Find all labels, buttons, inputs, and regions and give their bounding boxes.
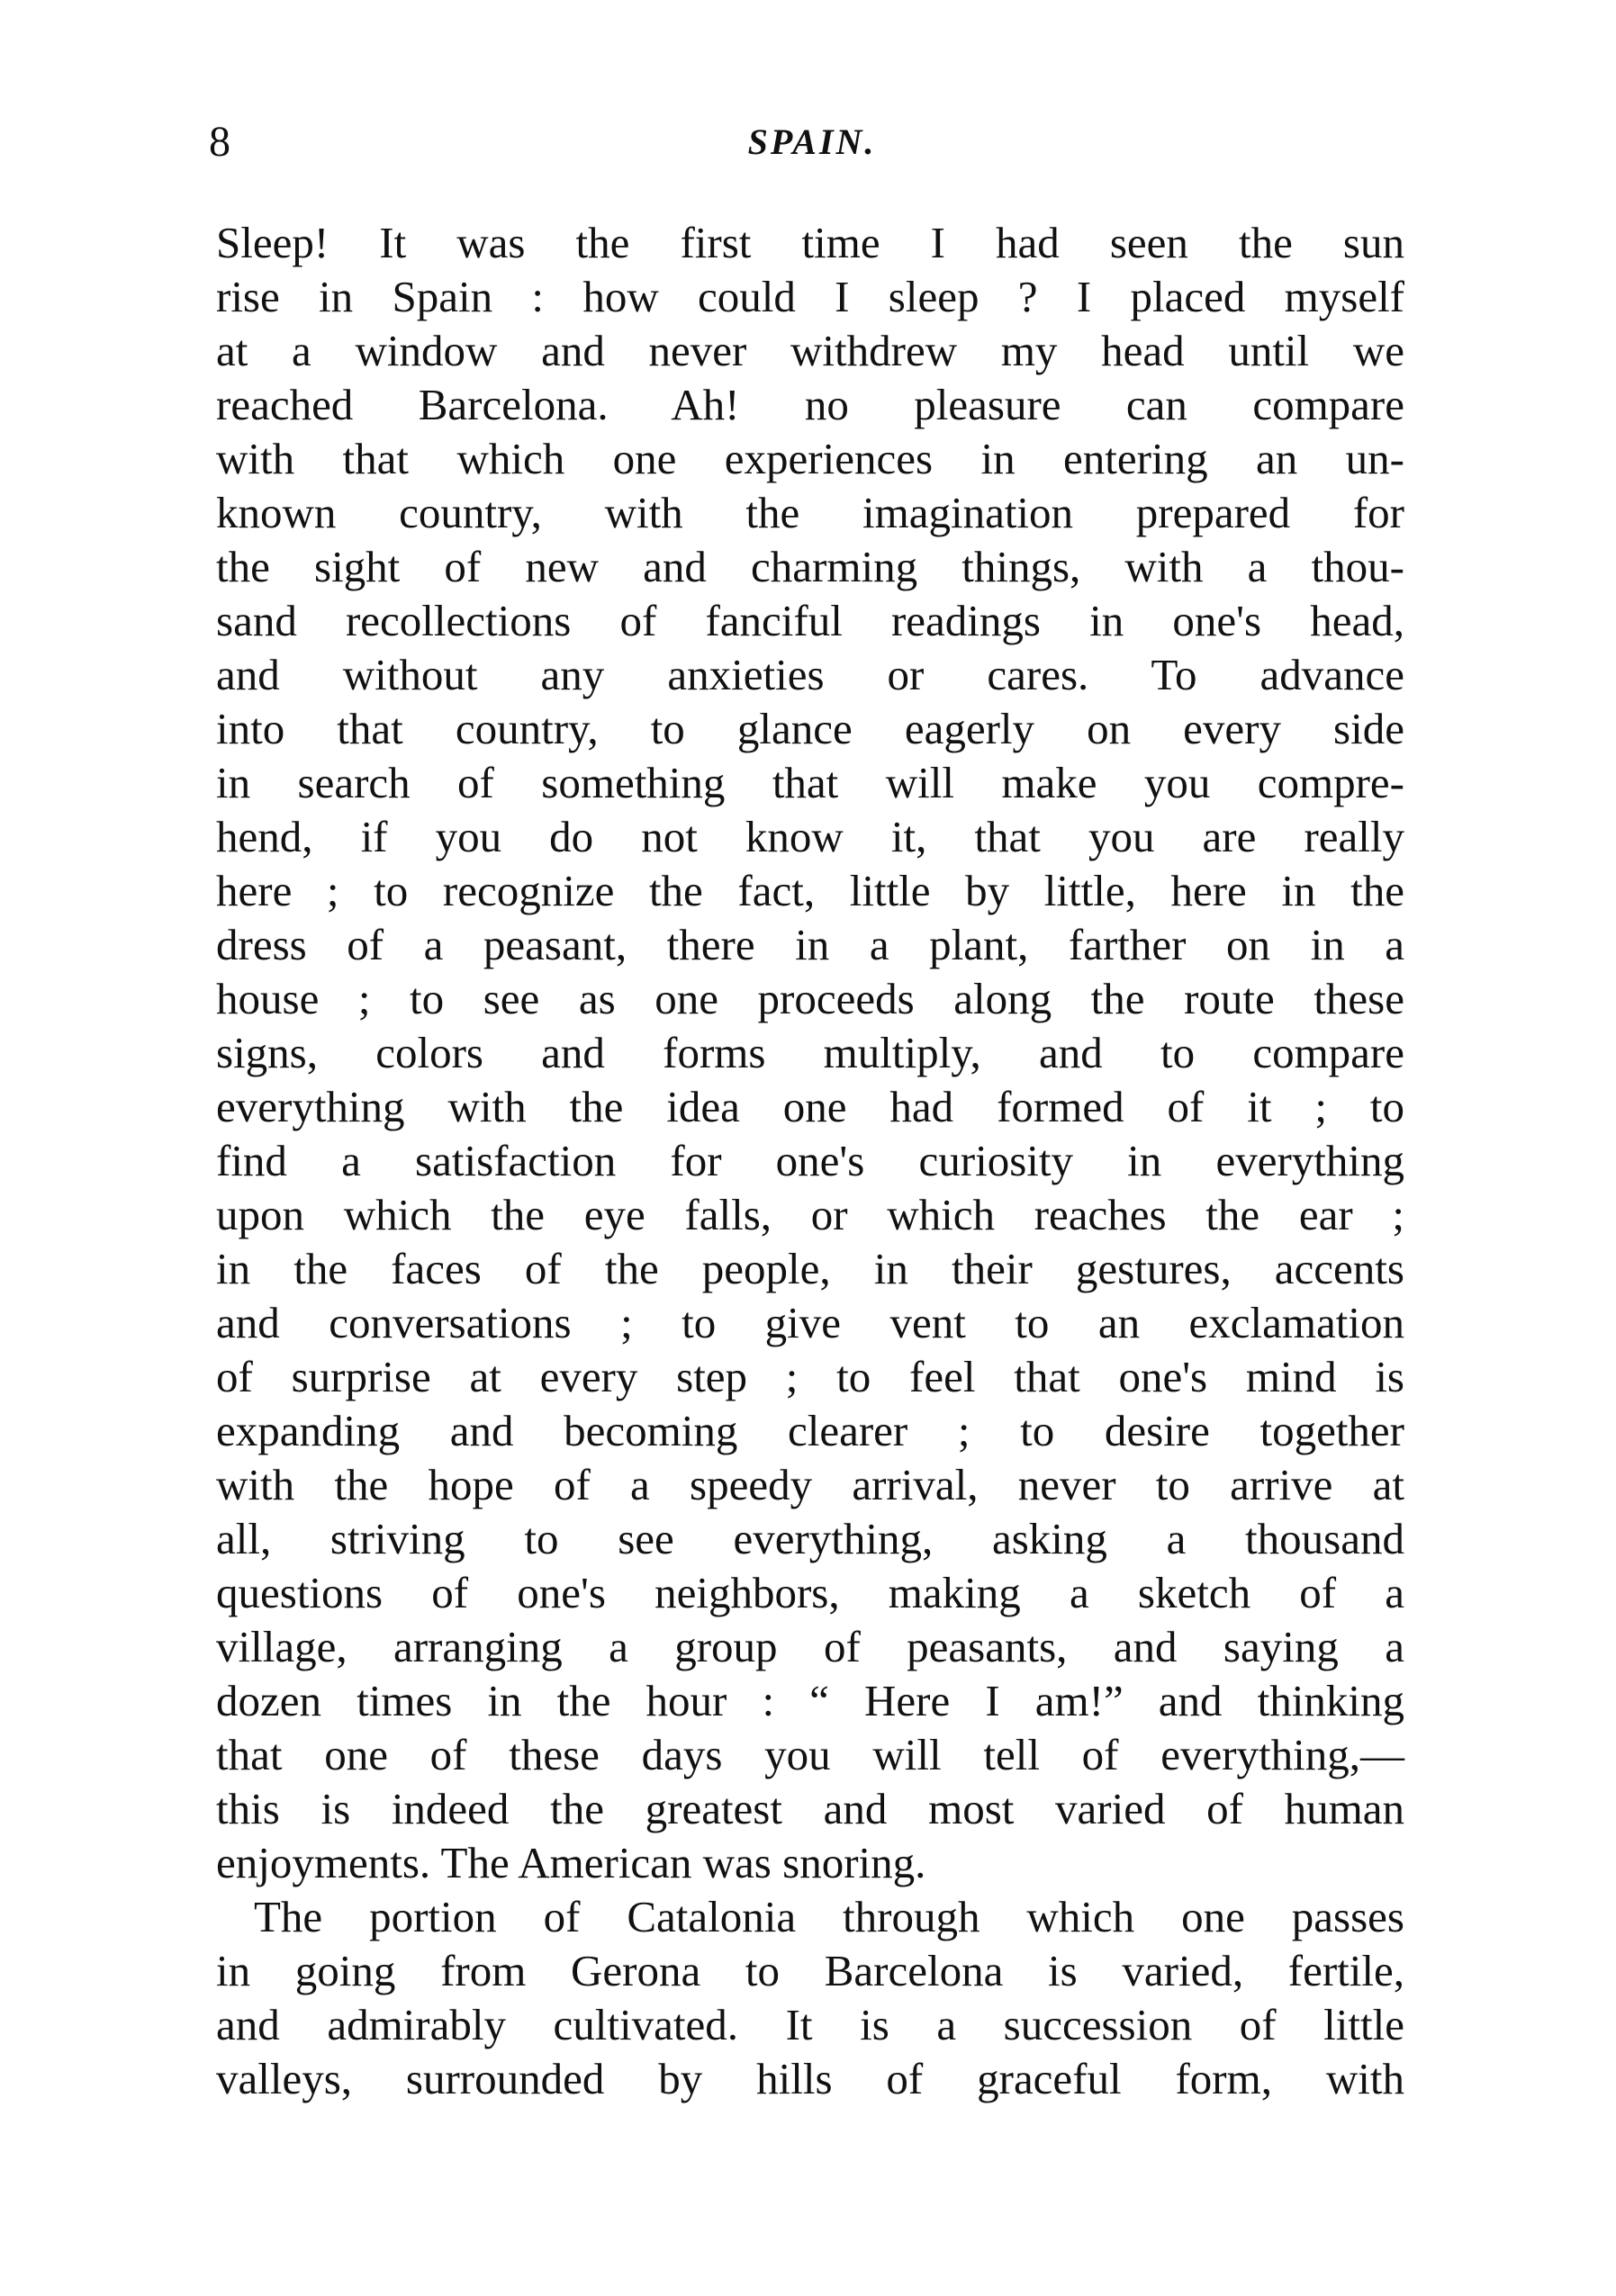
page-number: 8 — [209, 118, 230, 166]
running-title: SPAIN. — [747, 122, 877, 162]
text-line: village, arranging a group of peasants, and saying a — [216, 1622, 1404, 1671]
text-line: and without any anxieties or cares. To advance — [216, 650, 1404, 699]
text-line: hend, if you do not know it, that you are really — [216, 812, 1404, 861]
text-line: that one of these days you will tell of everything,— — [216, 1730, 1404, 1779]
text-line: Sleep! It was the first time I had seen the sun — [216, 218, 1404, 267]
text-line: enjoyments. The American was snoring. — [216, 1838, 926, 1887]
text-line: find a satisfaction for one's curiosity in everything — [216, 1136, 1404, 1185]
text-line: in the faces of the people, in their gestures, accents — [216, 1244, 1404, 1293]
page-header — [209, 115, 1415, 169]
text-line: with the hope of a speedy arrival, never to arrive at — [216, 1460, 1404, 1509]
paragraph-2 — [216, 1890, 1404, 2106]
text-line: valleys, surrounded by hills of graceful form, with — [216, 2054, 1404, 2103]
text-line: and admirably cultivated. It is a succession of little — [216, 2000, 1404, 2049]
text-line: rise in Spain : how could I sleep ? I placed myself — [216, 272, 1404, 321]
text-line: reached Barcelona. Ah! no pleasure can compare — [216, 380, 1404, 429]
text-line: questions of one's neighbors, making a sketch of a — [216, 1568, 1404, 1617]
text-line: sand recollections of fanciful readings in one's head, — [216, 596, 1404, 645]
text-line: of surprise at every step ; to feel that one's mind is — [216, 1352, 1404, 1401]
text-line: here ; to recognize the fact, little by little, here in the — [216, 866, 1404, 915]
text-line: expanding and becoming clearer ; to desire together — [216, 1406, 1404, 1455]
text-line: everything with the idea one had formed of it ; to — [216, 1082, 1404, 1131]
text-line: in going from Gerona to Barcelona is varied, fertile, — [216, 1946, 1404, 1995]
text-line: this is indeed the greatest and most varied of human — [216, 1784, 1404, 1833]
text-line: dozen times in the hour : “ Here I am!” and thinking — [216, 1676, 1404, 1725]
text-line: into that country, to glance eagerly on every side — [216, 704, 1404, 753]
text-line: the sight of new and charming things, with a thou- — [216, 542, 1404, 591]
text-line: known country, with the imagination prepared for — [216, 488, 1404, 537]
body-text — [216, 216, 1404, 2106]
text-line: and conversations ; to give vent to an exclamation — [216, 1298, 1404, 1347]
text-line: house ; to see as one proceeds along the route these — [216, 974, 1404, 1023]
text-line: signs, colors and forms multiply, and to compare — [216, 1028, 1404, 1077]
text-line: The portion of Catalonia through which one passes — [254, 1892, 1404, 1941]
text-line: in search of something that will make you compre- — [216, 758, 1404, 807]
text-line: with that which one experiences in entering an un- — [216, 434, 1404, 483]
text-line: dress of a peasant, there in a plant, farther on in a — [216, 920, 1404, 969]
paragraph-1 — [216, 216, 1404, 1890]
text-line: at a window and never withdrew my head until we — [216, 326, 1404, 375]
text-line: all, striving to see everything, asking a thousand — [216, 1514, 1404, 1563]
text-line: upon which the eye falls, or which reaches the ear ; — [216, 1190, 1404, 1239]
